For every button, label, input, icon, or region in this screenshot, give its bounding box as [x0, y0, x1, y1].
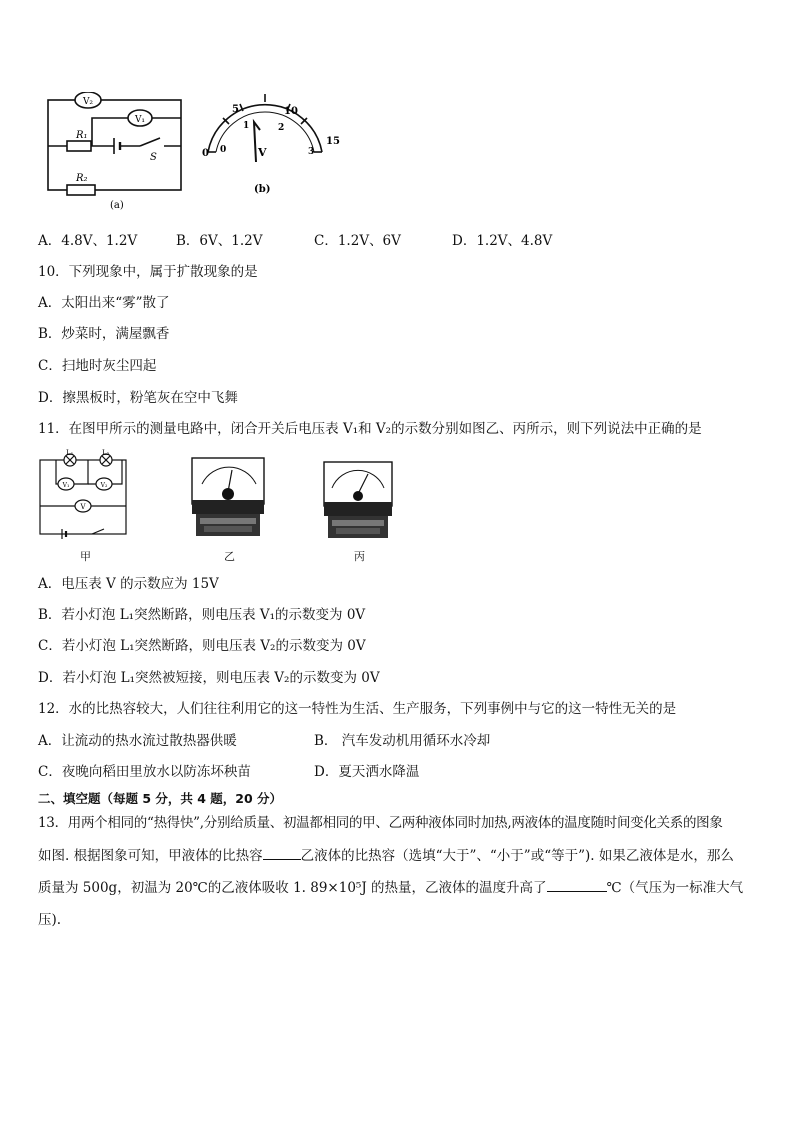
q11-option-c: C．若小灯泡 L₁突然断路，则电压表 V₂的示数变为 0V: [38, 638, 366, 654]
scale-bottom-0: 0: [220, 145, 227, 155]
q9-option-d: D．1.2V、4.8V: [452, 233, 553, 249]
r1-label: R₁: [76, 130, 88, 141]
q9-option-b: B．6V、1.2V: [176, 233, 263, 249]
fig-label-jia: 甲: [80, 550, 91, 563]
q9-option-c: C．1.2V、6V: [314, 233, 401, 249]
q13-blank-1[interactable]: [263, 846, 301, 861]
q11-option-b: B．若小灯泡 L₁突然断路，则电压表 V₁的示数变为 0V: [38, 607, 366, 623]
q11-stem: 11．在图甲所示的测量电路中，闭合开关后电压表 V₁和 V₂的示数分别如图乙、丙所示，则下列说法中正确的是: [38, 421, 702, 437]
v1-label: V₁: [62, 482, 70, 489]
label-a: (a): [110, 200, 124, 211]
l2-label: L₂: [102, 449, 110, 457]
q10-stem: 10．下列现象中，属于扩散现象的是: [38, 264, 258, 280]
q11-meter-yi: [190, 456, 268, 540]
meter-letter-v: V: [258, 146, 267, 159]
scale-bottom-1: 1: [243, 121, 250, 131]
q9-figure: [40, 92, 350, 212]
scale-top-0: 0: [202, 148, 209, 159]
scale-bottom-2: 2: [278, 123, 285, 133]
q11-option-a: A．电压表 V 的示数应为 15V: [38, 576, 219, 592]
scale-top-10: 10: [284, 106, 298, 117]
fig-label-bing: 丙: [354, 550, 365, 563]
scale-bottom-3: 3: [308, 147, 315, 157]
q10-option-b: B．炒菜时，满屋飘香: [38, 326, 170, 342]
section-2-heading: 二、填空题（每题 5 分，共 4 题，20 分）: [38, 791, 283, 806]
circuit-diagram-a: [48, 92, 181, 195]
q12-option-b: B． 汽车发动机用循环水冷却: [314, 733, 491, 749]
q12-option-d: D．夏天洒水降温: [314, 764, 420, 780]
q13-line-3: 质量为 500g，初温为 20℃的乙液体吸收 1. 89×10⁵J 的热量，乙液体的温度升高了 ℃（气压为一标准大气: [38, 876, 743, 896]
v-label: V: [80, 503, 86, 511]
fig-label-yi: 乙: [224, 550, 235, 563]
q12-option-a: A．让流动的热水流过散热器供暖: [38, 733, 237, 749]
q13-line-1: 13．用两个相同的“热得快”,分别给质量、初温都相同的甲、乙两种液体同时加热,两液体的温度随时间变化关系的图象: [38, 815, 723, 831]
q13-line-2: 如图. 根据图象可知，甲液体的比热容 乙液体的比热容（选填“大于”、“小于”或“等于”). 如果乙液体是水，那么: [38, 844, 734, 864]
q9-option-a: A．4.8V、1.2V: [38, 233, 138, 249]
v2-meter-label: V₂: [82, 97, 94, 107]
q12-option-c: C．夜晚向稻田里放水以防冻坏秧苗: [38, 764, 251, 780]
q11-figure-jia: [36, 442, 136, 542]
switch-label: S: [150, 152, 157, 163]
q13-line-4: 压).: [38, 912, 62, 928]
scale-top-5: 5: [232, 104, 239, 115]
q13-blank-2[interactable]: [547, 878, 607, 893]
l1-label: L₁: [66, 449, 74, 457]
q11-meter-bing: [322, 460, 396, 542]
q12-stem: 12．水的比热容较大，人们往往利用它的这一特性为生活、生产服务，下列事例中与它的这一特性无关的是: [38, 701, 677, 717]
q10-option-c: C．扫地时灰尘四起: [38, 358, 157, 374]
q10-option-a: A．太阳出来“雾”散了: [38, 295, 170, 311]
scale-top-15: 15: [326, 136, 340, 147]
q10-option-d: D．擦黑板时，粉笔灰在空中飞舞: [38, 390, 238, 406]
r2-label: R₂: [76, 173, 88, 184]
label-b: (b): [254, 184, 271, 195]
q11-option-d: D．若小灯泡 L₁突然被短接，则电压表 V₂的示数变为 0V: [38, 670, 380, 686]
v1-meter-label: V₁: [134, 115, 146, 125]
v2-label: V₂: [100, 482, 108, 489]
